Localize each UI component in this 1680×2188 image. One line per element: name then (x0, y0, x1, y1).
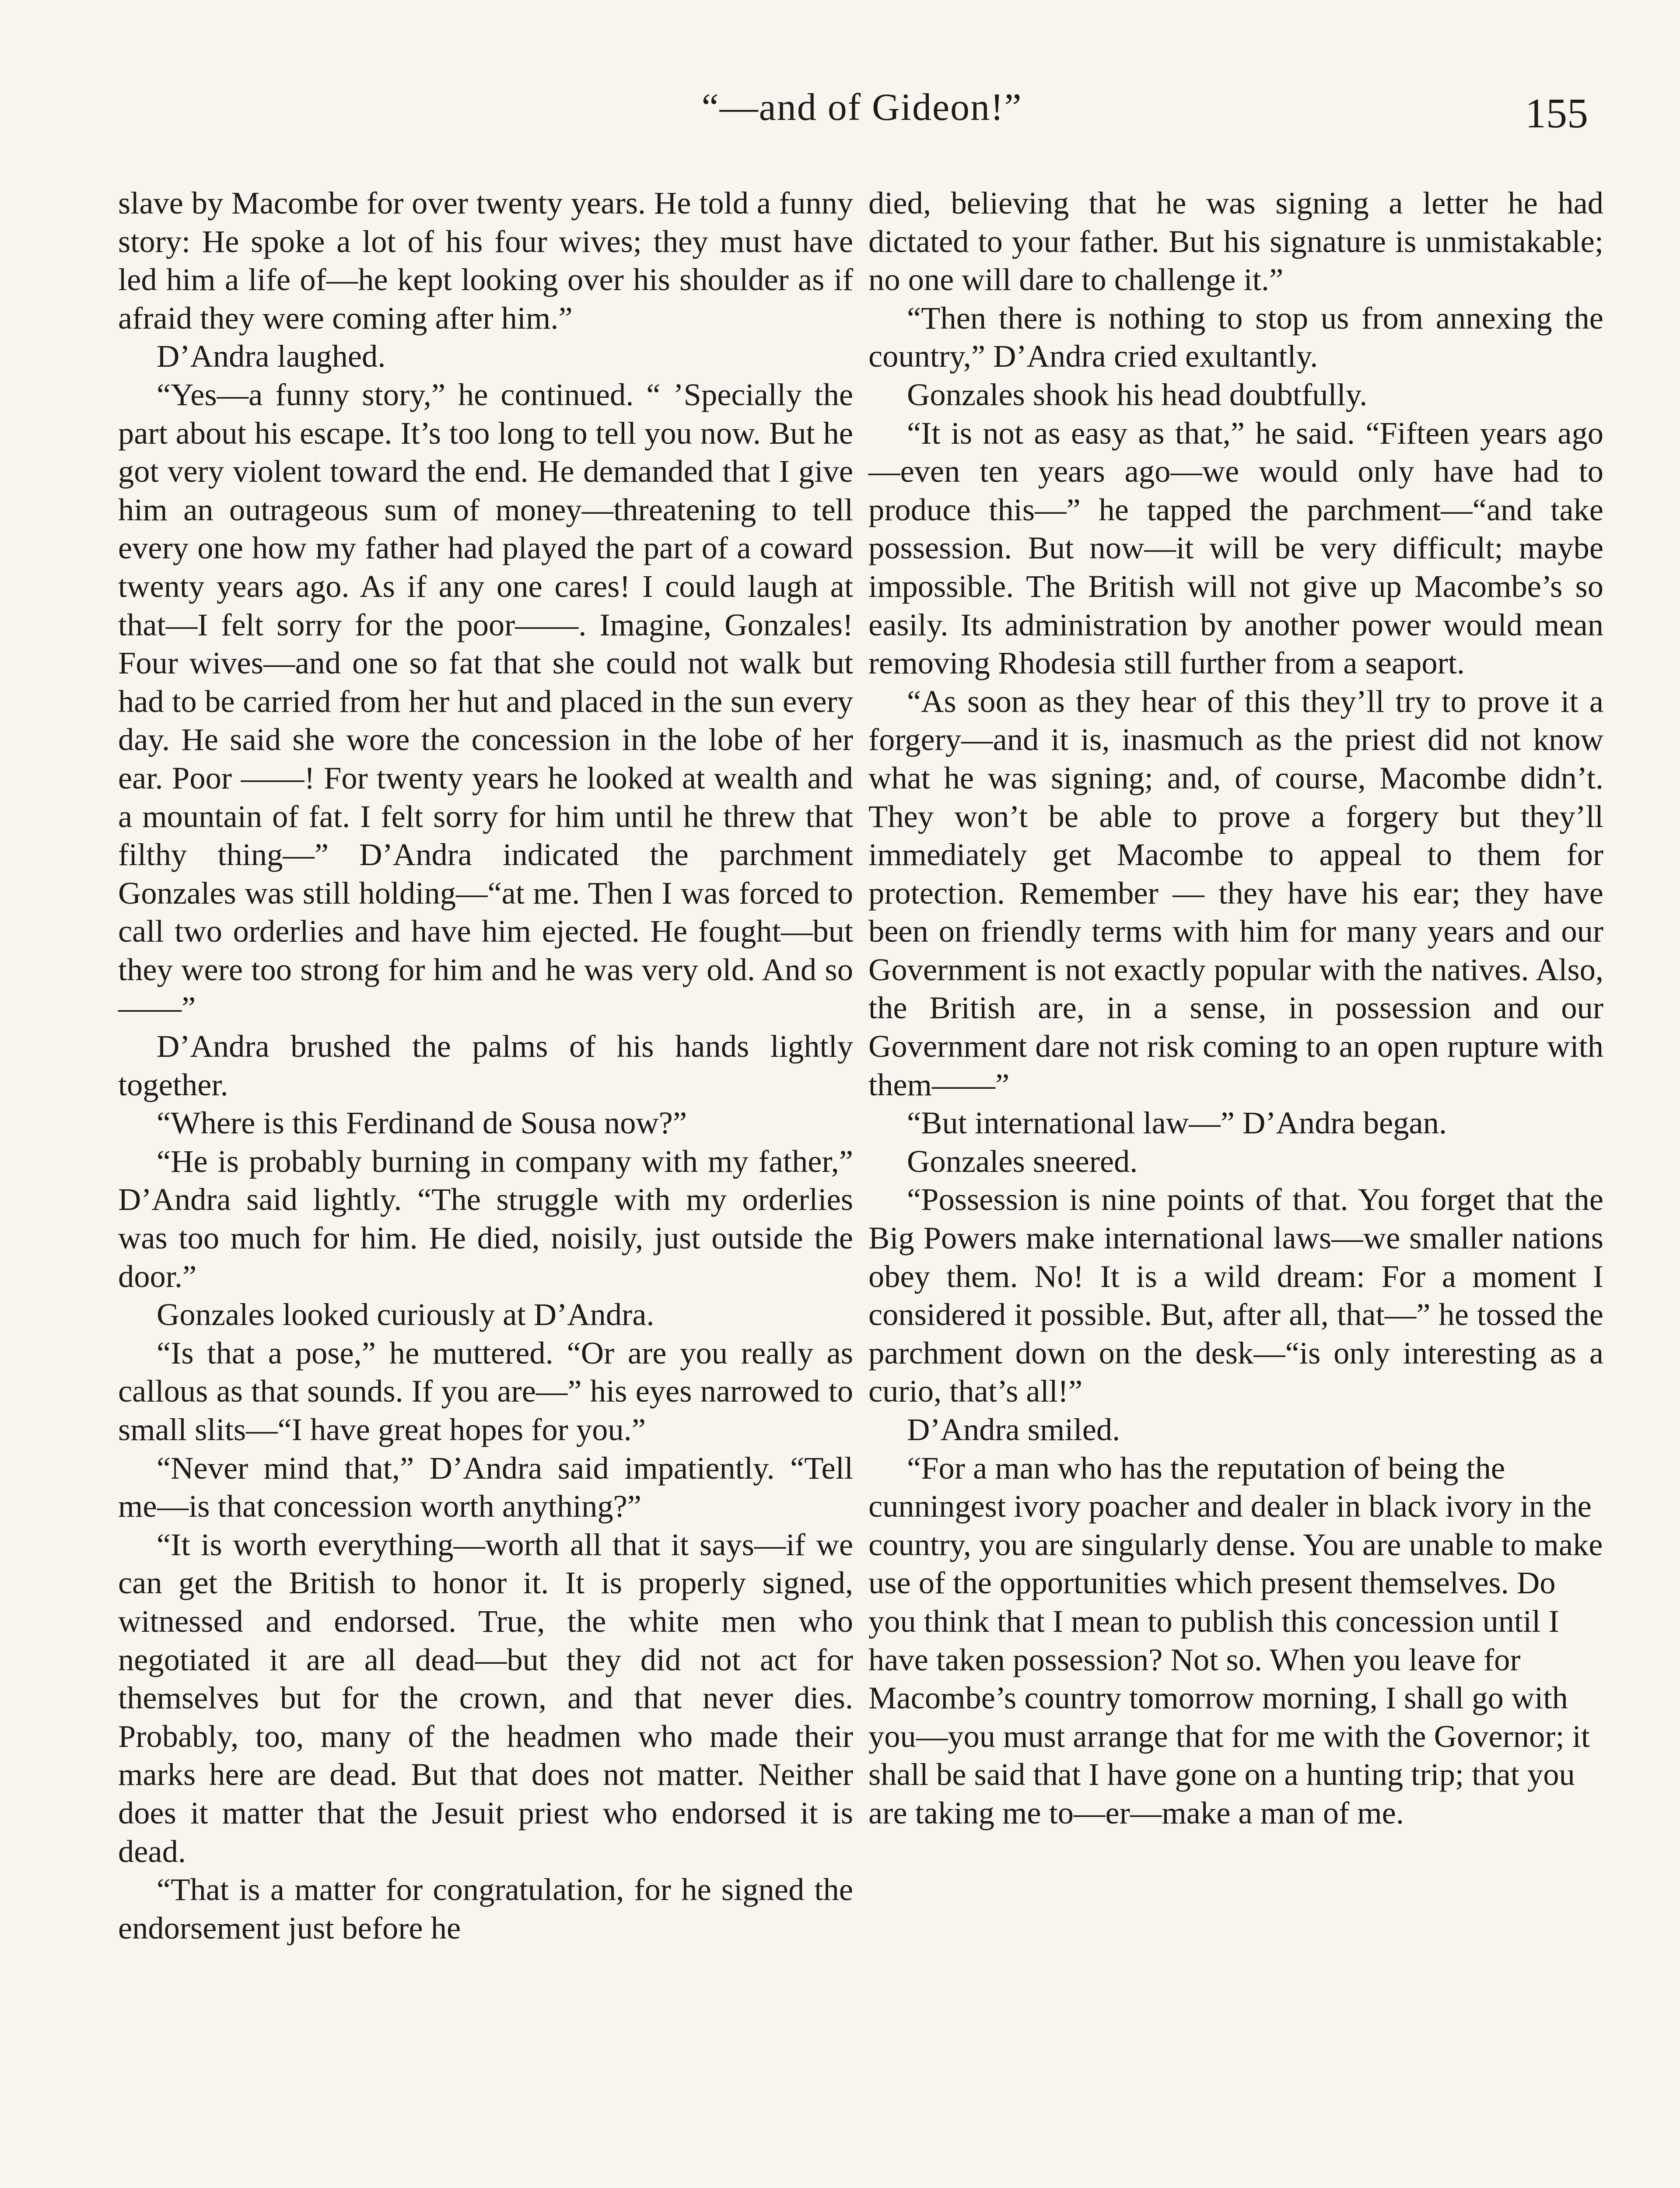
paragraph: “It is not as easy as that,” he said. “Fifteen years ago—even ten years ago—we would only have had to produce this—” he tapped the parchment—“and take possession. But now—it will be very difficult; maybe impossible. The British will not give up Macombe’s so easily. Its administration by another power would mean removing Rhodesia still further from a seaport. (868, 415, 1603, 681)
paragraph: “Then there is nothing to stop us from annexing the country,” D’Andra cried exultantly. (868, 300, 1603, 374)
paragraph: “Where is this Ferdinand de Sousa now?” (157, 1105, 687, 1141)
paragraph: “But international law—” D’Andra began. (907, 1105, 1447, 1141)
paragraph: “It is worth everything—worth all that it says—if we can get the British to honor it. It is properly signed, witnessed and endorsed. True, the white men who negotiated it are all dead—but they did not act for themselves but for the crown, and that never dies. Probably, too, many of the headmen who made their marks here are dead. But that does not matter. Neither does it matter that the Jesuit priest who endorsed it is dead. (118, 1526, 853, 1869)
paragraph: “Possession is nine points of that. You forget that the Big Powers make international laws—we smaller nations obey them. No! It is a wild dream: For a moment I considered it possible. But, after all, that—” he tossed the parchment down on the desk—“is only interesting as a curio, that’s all!” (868, 1182, 1603, 1409)
paragraph: “Never mind that,” D’Andra said impatiently. “Tell me—is that concession worth anything?” (118, 1450, 853, 1524)
right-text-column (868, 184, 1603, 1832)
paragraph: Gonzales sneered. (907, 1143, 1138, 1179)
paragraph: “That is a matter for congratulation, for he signed the endorsement just before he (118, 1872, 853, 1946)
paragraph: died, believing that he was signing a letter he had dictated to your father. But his signature is unmistakable; no one will dare to challenge it.” (868, 185, 1603, 298)
paragraph: D’Andra laughed. (157, 338, 386, 374)
paragraph: Gonzales looked curiously at D’Andra. (157, 1297, 654, 1332)
paragraph: “As soon as they hear of this they’ll try to prove it a forgery—and it is, inasmuch as the priest did not know what he was signing; and, of course, Macombe didn’t. They won’t be able to prove a forgery but they’ll immediately get Macombe to appeal to them for protection. Remember — they have his ear; they have been on friendly terms with him for many years and our Government is not exactly popular with the natives. Also, the British are, in a sense, in possession and our Government dare not risk coming to an open rupture with them——” (868, 683, 1603, 1102)
paragraph: Gonzales shook his head doubtfully. (907, 376, 1368, 412)
running-title: “—and of Gideon!” (701, 86, 1022, 129)
paragraph: D’Andra brushed the palms of his hands lightly together. (118, 1028, 853, 1102)
running-header (0, 81, 1680, 151)
paragraph: D’Andra smiled. (907, 1412, 1120, 1447)
paragraph: “Is that a pose,” he muttered. “Or are you really as callous as that sounds. If you are—” his eyes narrowed to small slits—“I have great hopes for you.” (118, 1335, 853, 1447)
paragraph: “Yes—a funny story,” he continued. “ ’Specially the part about his escape. It’s too long to tell you now. But he got very violent toward the end. He demanded that I give him an outrageous sum of money—threatening to tell every one how my father had played the part of a coward twenty years ago. As if any one cares! I could laugh at that—I felt sorry for the poor——. Imagine, Gonzales! Four wives—and one so fat that she could not walk but had to be carried from her hut and placed in the sun every day. He said she wore the concession in the lobe of her ear. Poor ——! For twenty years he looked at wealth and a mountain of fat. I felt sorry for him until he threw that filthy thing—” D’Andra indicated the parchment Gonzales was still holding—“at me. Then I was forced to call two orderlies and have him ejected. He fought—but they were too strong for him and he was very old. And so——” (118, 376, 853, 1026)
paragraph: slave by Macombe for over twenty years. He told a funny story: He spoke a lot of his four wives; they must have led him a life of—he kept looking over his shoulder as if afraid they were coming after him.” (118, 185, 853, 336)
page-number: 155 (1525, 90, 1588, 137)
paragraph: “For a man who has the reputation of being the cunningest ivory poacher and dealer in black ivory in the country, you are singularly dense. You are unable to make use of the opportunities which present themselves. Do you think that I mean to publish this concession until I have taken possession? Not so. When you leave for Macombe’s country tomorrow morning, I shall go with you—you must arrange that for me with the Governor; it shall be said that I have gone on a hunting trip; that you are taking me to—er—make a man of me. (868, 1450, 1603, 1830)
paragraph: “He is probably burning in company with my father,” D’Andra said lightly. “The struggle with my orderlies was too much for him. He died, noisily, just outside the door.” (118, 1143, 853, 1294)
left-text-column (118, 184, 853, 1947)
